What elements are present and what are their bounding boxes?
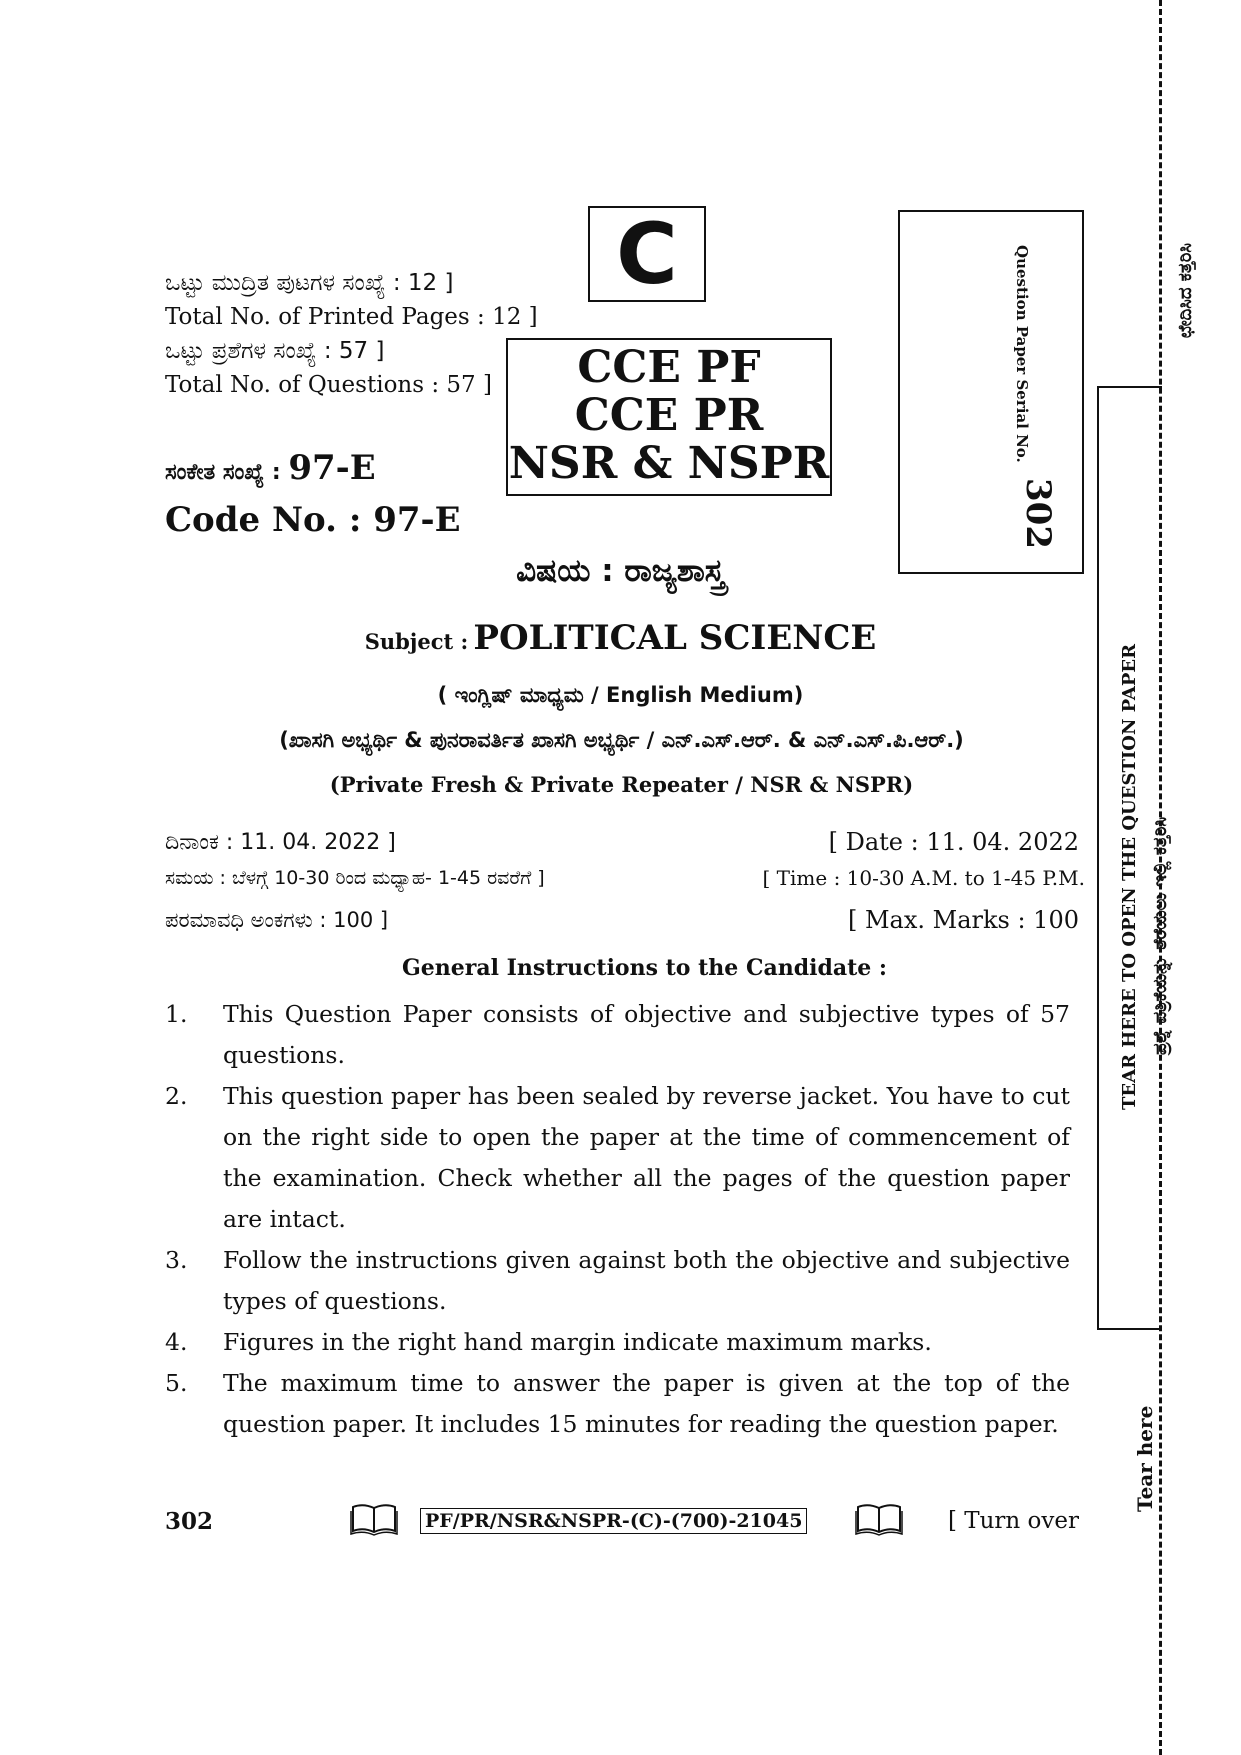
subject-kn: ವಿಷಯ : ರಾಜ್ಯಶಾಸ್ತ್ರ	[516, 553, 725, 589]
instruction-text: This Question Paper consists of objective and subjective types of 57 questions.	[223, 1000, 1070, 1069]
max-marks-kn: ಪರಮಾವಧಿ ಅಂಕಗಳು : 100 ]	[165, 908, 389, 932]
margin-top-kn: ಛೇದಿಸಿದ ಕತ್ತರಿಸಿ	[1175, 243, 1196, 338]
max-marks-en: [ Max. Marks : 100	[847, 906, 1079, 934]
serial-number-label: Question Paper Serial No.	[1013, 245, 1031, 463]
instruction-number: 3.	[165, 1246, 188, 1274]
instruction-number: 5.	[165, 1369, 188, 1397]
tear-instruction-kn: ಪ್ರಶ್ನೆ ಪತ್ರಿಕೆಯನ್ನು ತೆರೆಯಲು ಇಲ್ಲಿ ಕತ್ತರಿಸಿ	[1150, 816, 1171, 1055]
exam-type-box	[506, 338, 832, 496]
code-number-kn	[165, 448, 376, 488]
subject-en	[0, 618, 1241, 658]
subject-label: Subject :	[364, 629, 469, 654]
instruction-text: This question paper has been sealed by reverse jacket. You have to cut on the right side to open the paper at the time of commencement of the examination. Check whether all the pages of the question paper are intact.	[223, 1082, 1070, 1233]
exam-type-3: NSR & NSPR	[508, 438, 830, 489]
footer-page-number: 302	[165, 1508, 214, 1535]
exam-type-1: CCE PF	[577, 342, 761, 393]
footer-paper-code: PF/PR/NSR&NSPR-(C)-(700)-21045	[420, 1508, 807, 1534]
code-number-kn-value: 97-E	[288, 448, 376, 488]
set-letter-box	[588, 206, 706, 302]
instructions-list	[165, 994, 1070, 1445]
date-en: [ Date : 11. 04. 2022	[828, 828, 1079, 856]
instruction-item	[165, 1363, 1070, 1445]
instructions-title: General Instructions to the Candidate :	[401, 955, 888, 981]
printed-pages-kn: ಒಟ್ಟು ಮುದ್ರಿತ ಪುಟಗಳ ಸಂಖ್ಯೆ : 12 ]	[165, 270, 454, 296]
candidate-type-kn: (ಖಾಸಗಿ ಅಭ್ಯರ್ಥಿ & ಪುನರಾವರ್ತಿತ ಖಾಸಗಿ ಅಭ್ಯರ್ಥಿ / ಎನ್.ಎಸ್.ಆರ್. & ಎನ್.ಎಸ್.ಪಿ.ಆರ್.)	[279, 728, 964, 752]
tear-here-label: Tear here	[1133, 1405, 1157, 1512]
code-number-en: Code No. : 97-E	[165, 500, 461, 540]
instruction-text: Follow the instructions given against both the objective and subjective types of questions.	[223, 1246, 1070, 1315]
candidate-type-en: (Private Fresh & Private Repeater / NSR & NSPR)	[329, 772, 914, 797]
code-number-kn-label: ಸಂಕೇತ ಸಂಖ್ಯೆ :	[165, 460, 281, 485]
open-book-icon	[350, 1502, 398, 1536]
instruction-item	[165, 1076, 1070, 1240]
exam-type-2: CCE PR	[574, 390, 764, 441]
date-kn: ದಿನಾಂಕ : 11. 04. 2022 ]	[165, 830, 396, 855]
serial-number: 302	[1018, 478, 1058, 549]
instruction-text: Figures in the right hand margin indicate maximum marks.	[223, 1328, 932, 1356]
instruction-number: 2.	[165, 1082, 188, 1110]
time-kn: ಸಮಯ : ಬೆಳಗ್ಗೆ 10-30 ರಿಂದ ಮಧ್ಯಾಹ- 1-45 ರವರೆಗೆ ]	[165, 867, 545, 889]
printed-pages-en: Total No. of Printed Pages : 12 ]	[165, 304, 538, 330]
total-questions-kn: ಒಟ್ಟು ಪ್ರಶೆಗಳ ಸಂಖ್ಯೆ : 57 ]	[165, 338, 385, 364]
instruction-number: 4.	[165, 1328, 188, 1356]
instruction-number: 1.	[165, 1000, 188, 1028]
instruction-item	[165, 994, 1070, 1076]
turn-over: [ Turn over	[947, 1508, 1079, 1534]
tear-instruction-en: TEAR HERE TO OPEN THE QUESTION PAPER	[1119, 643, 1140, 1110]
instruction-text: The maximum time to answer the paper is given at the top of the question paper. It includes 15 minutes for reading the question paper.	[223, 1369, 1070, 1438]
time-en: [ Time : 10-30 A.M. to 1-45 P.M.	[762, 866, 1085, 890]
instruction-item	[165, 1322, 1070, 1363]
instruction-item	[165, 1240, 1070, 1322]
medium: ( ಇಂಗ್ಲಿಷ್ ಮಾಧ್ಯಮ / English Medium)	[437, 683, 804, 707]
total-questions-en: Total No. of Questions : 57 ]	[165, 372, 492, 398]
subject-value: POLITICAL SCIENCE	[473, 618, 877, 658]
open-book-icon	[855, 1502, 903, 1536]
set-letter: C	[616, 205, 678, 303]
